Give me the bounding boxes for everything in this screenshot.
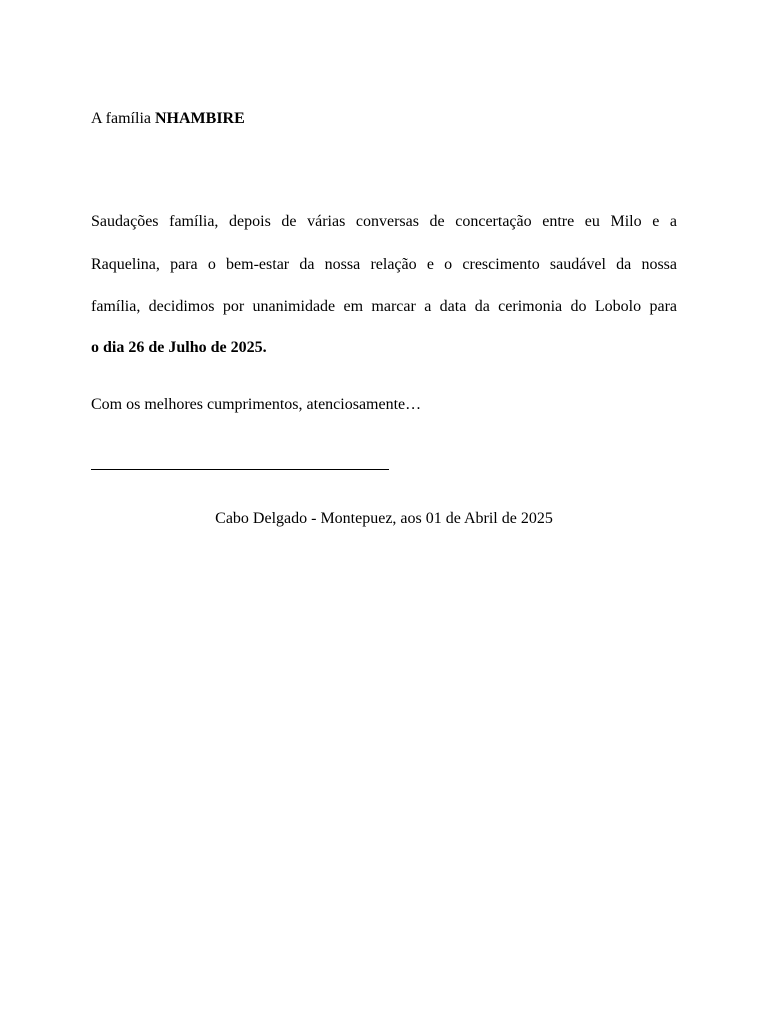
signature-line <box>91 469 389 470</box>
place-and-date: Cabo Delgado - Montepuez, aos 01 de Abril de 2025 <box>215 510 553 527</box>
body-line-2: Raquelina, para o bem-estar da nossa relação e o crescimento saudável da nossa <box>91 256 677 273</box>
addressee-line <box>91 111 677 127</box>
addressee-family-name: NHAMBIRE <box>154 110 245 127</box>
ceremony-date: o dia 26 de Julho de 2025. <box>91 339 267 356</box>
addressee-prefix: A família <box>91 110 155 127</box>
body-line-1: Saudações família, depois de várias conversas de concertação entre eu Milo e a <box>91 213 677 230</box>
closing-line: Com os melhores cumprimentos, atenciosamente… <box>91 396 422 413</box>
body-line-3: família, decidimos por unanimidade em marcar a data da cerimonia do Lobolo para <box>91 298 677 315</box>
